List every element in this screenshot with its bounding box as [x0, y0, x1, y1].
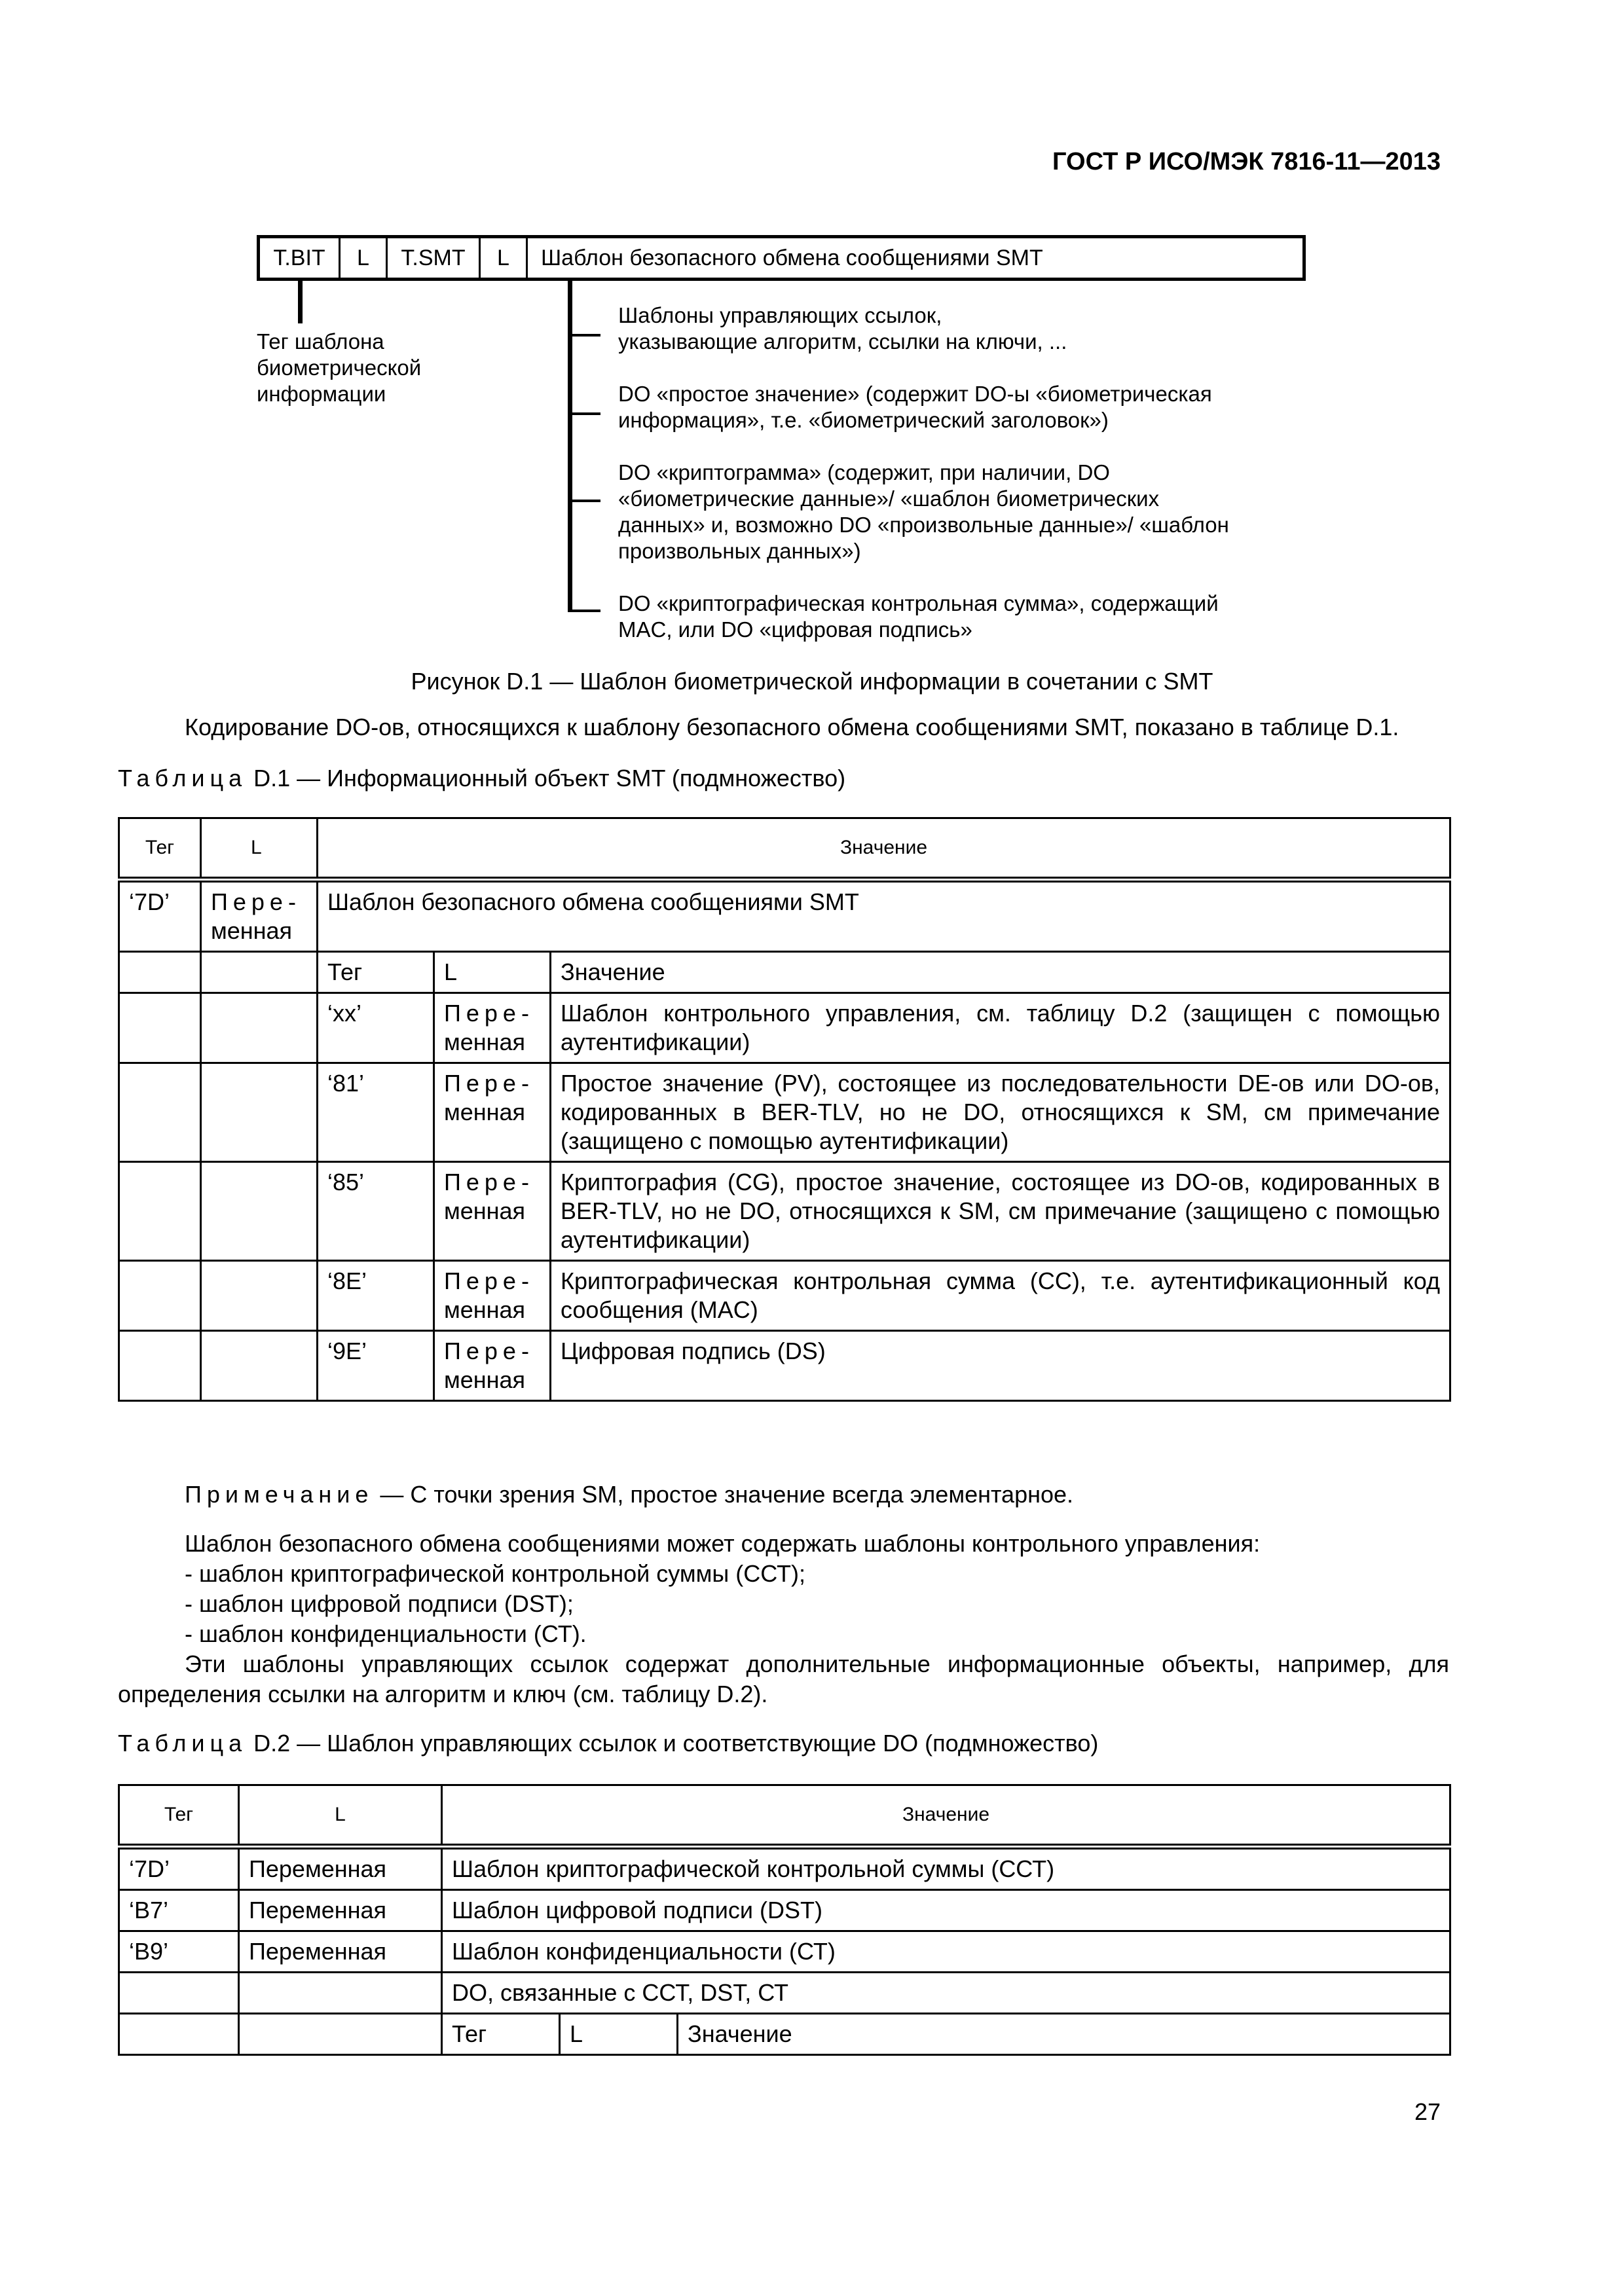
table2-do-row: DO, связанные с ССТ, DST, СТ: [442, 1973, 1450, 2014]
figure-branch-text-2: DO «простое значение» (содержит DO-ы «биометрическая информация», т.е. «биометрический заголовок»): [618, 382, 1212, 432]
table-row: [119, 880, 1450, 952]
table-row: ‘7D’ Переменная Шаблон криптографической контрольной суммы (ССТ): [119, 1847, 1450, 1890]
table-row: [119, 2014, 1450, 2055]
figure-structure-bar: [257, 235, 1306, 281]
table1-subheader-l: L: [434, 952, 551, 993]
figure-connector-left: [298, 281, 303, 323]
figure-branch-3: [568, 500, 600, 502]
table-row: [119, 952, 1450, 993]
figure-left-label: Тег шаблона биометрической информации: [257, 329, 422, 406]
table-row: [119, 1973, 1450, 2014]
table-row: ‘85’ Пере- менная Криптография (CG), простое значение, состоящее из DO-ов, кодированных в BER-TLV, но не DO, относящихся к SM, см примечание (защищено с помощью аутентификации): [119, 1162, 1450, 1261]
table1-cell-value: Шаблон безопасного обмена сообщениями SMT: [318, 880, 1450, 952]
table2-subheader-tag: Тег: [442, 2014, 560, 2055]
intro-paragraph: Кодирование DO-ов, относящихся к шаблону безопасного обмена сообщениями SMT, показано в таблице D.1.: [185, 714, 1399, 740]
figure-cell-l1: L: [341, 238, 388, 278]
table1-header-tag: Тег: [119, 818, 201, 880]
table-row: ‘xx’ Пере- менная Шаблон контрольного управления, см. таблицу D.2 (защищен с помощью аутентификации): [119, 993, 1450, 1063]
document-header: ГОСТ Р ИСО/МЭК 7816-11—2013: [1052, 148, 1441, 175]
table1-cell-tag: ‘7D’: [119, 880, 201, 952]
table1-cell-l: Пере- менная: [201, 880, 318, 952]
table1-header-l: L: [201, 818, 318, 880]
body-list: Шаблон безопасного обмена сообщениями может содержать шаблоны контрольного управления: - шаблон криптографической контрольной суммы (ССТ); - шаблон цифровой подписи (DST); - шаблон конфиденциальности (СТ).: [185, 1530, 1261, 1647]
figure-branch-text-3: DO «криптограмма» (содержит, при наличии, DO «биометрические данные»/ «шаблон биометрических данных» и, возможно DO «произвольные данные»/ «шаблон произвольных данных»): [618, 460, 1229, 563]
table-row: ‘9E’ Пере- менная Цифровая подпись (DS): [119, 1331, 1450, 1401]
figure-branch-2: [568, 412, 600, 415]
table1-header-value: Значение: [318, 818, 1450, 880]
table2-header-tag: Тег: [119, 1785, 239, 1847]
table2-header-l: L: [239, 1785, 442, 1847]
figure-branch-text-1: Шаблоны управляющих ссылок, указывающие алгоритм, ссылки на ключи, ...: [618, 303, 1067, 354]
figure-caption: Рисунок D.1 — Шаблон биометрической информации в сочетании с SMT: [411, 668, 1213, 695]
table1-caption: Таблица D.1 — Информационный объект SMT (подмножество): [118, 765, 846, 792]
table2-subheader-l: L: [560, 2014, 678, 2055]
table-row: ‘B7’ Переменная Шаблон цифровой подписи (DST): [119, 1890, 1450, 1931]
figure-cell-smt-template: Шаблон безопасного обмена сообщениями SMT: [541, 245, 1043, 270]
table-d1: [118, 817, 1451, 1402]
figure-connector-trunk: [568, 281, 572, 612]
table-row: ‘8E’ Пере- менная Криптографическая контрольная сумма (CC), т.е. аутентификационный код сообщения (MAC): [119, 1261, 1450, 1331]
table1-subheader-tag: Тег: [318, 952, 434, 993]
figure-branch-1: [568, 334, 600, 337]
table-row: ‘B9’ Переменная Шаблон конфиденциальности (СТ): [119, 1931, 1450, 1973]
figure-branch-text-4: DO «криптографическая контрольная сумма», содержащий MAC, или DO «цифровая подпись»: [618, 591, 1219, 642]
figure-cell-l2: L: [481, 238, 528, 278]
table-row: ‘81’ Пере- менная Простое значение (PV), состоящее из последовательности DE-ов или DO-ов, кодированных в BER-TLV, но не DO, относящихся к SM, см примечание (защищено с помощью аутентификации): [119, 1063, 1450, 1162]
body-paragraph: Эти шаблоны управляющих ссылок содержат дополнительные информационные объекты, например, для определения ссылки на алгоритм и ключ (см. таблицу D.2).: [118, 1650, 1449, 1707]
table-d2: [118, 1784, 1451, 2056]
page-number: 27: [1414, 2098, 1441, 2125]
table1-subheader-value: Значение: [551, 952, 1450, 993]
note: Примечание — С точки зрения SM, простое значение всегда элементарное.: [185, 1481, 1074, 1508]
figure-cell-tsmt: T.SMT: [388, 238, 481, 278]
table2-caption: Таблица D.2 — Шаблон управляющих ссылок и соответствующие DO (подмножество): [118, 1730, 1099, 1757]
figure-cell-tbit: T.BIT: [260, 238, 341, 278]
figure-branch-4: [568, 610, 600, 612]
table2-header-value: Значение: [442, 1785, 1450, 1847]
table2-subheader-value: Значение: [678, 2014, 1450, 2055]
